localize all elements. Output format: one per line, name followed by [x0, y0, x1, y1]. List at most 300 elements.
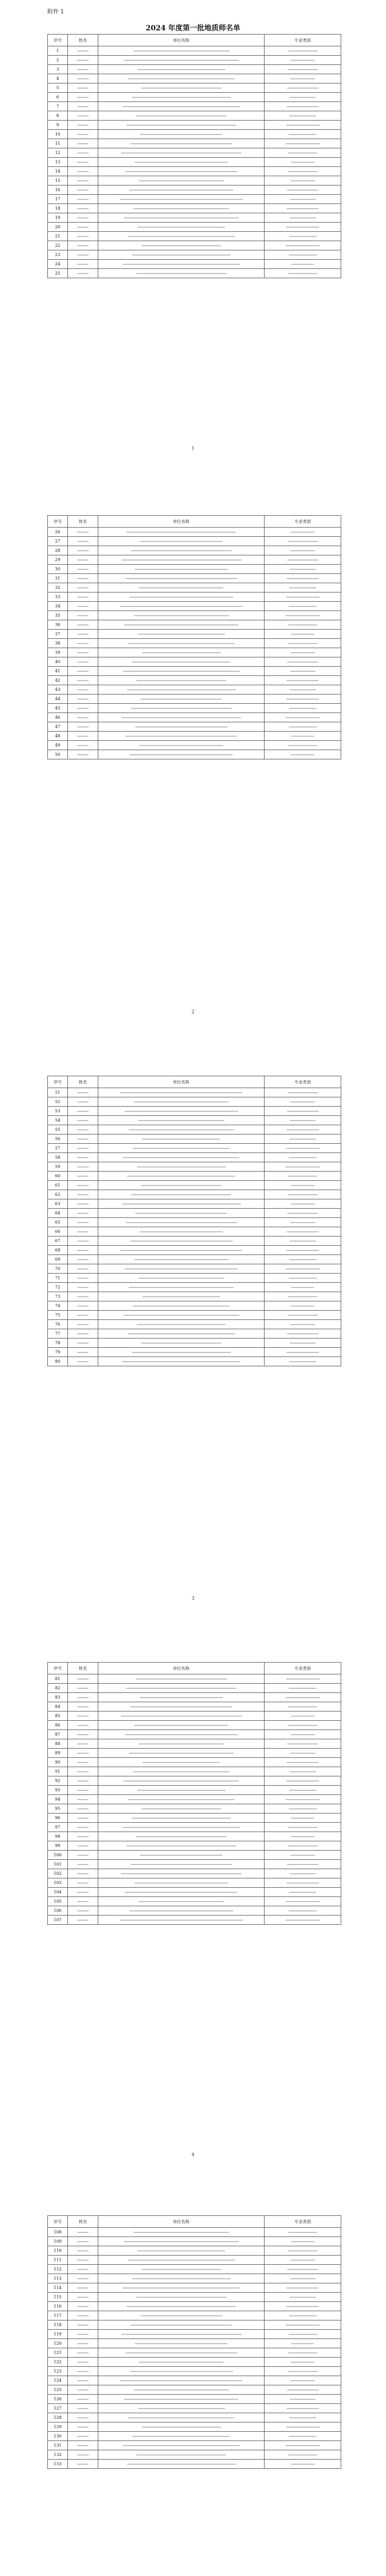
table-row [48, 620, 341, 630]
seq-cell: 29 [48, 555, 68, 565]
specialty-cell [265, 2274, 341, 2283]
specialty-cell [265, 1088, 341, 1097]
illegible-text-placeholder [128, 2260, 235, 2261]
illegible-text-placeholder [291, 754, 314, 755]
specialty-cell [265, 676, 341, 685]
illegible-text-placeholder [137, 1790, 225, 1791]
illegible-text-placeholder [77, 217, 89, 218]
illegible-text-placeholder [77, 754, 89, 755]
illegible-text-placeholder [125, 171, 237, 172]
name-cell [68, 1218, 98, 1227]
unit-cell [98, 148, 265, 158]
illegible-text-placeholder [290, 1222, 315, 1223]
specialty-cell [265, 574, 341, 583]
illegible-text-placeholder [77, 2362, 89, 2363]
illegible-text-placeholder [291, 180, 315, 181]
name-cell [68, 1878, 98, 1888]
seq-cell: 80 [48, 1357, 68, 1366]
unit-cell [98, 102, 265, 111]
illegible-text-placeholder [134, 615, 229, 616]
illegible-text-placeholder [126, 2352, 237, 2353]
seq-cell: 132 [48, 2450, 68, 2460]
illegible-text-placeholder [291, 1204, 315, 1205]
seq-cell: 128 [48, 2413, 68, 2422]
name-cell [68, 741, 98, 750]
specialty-cell [265, 2432, 341, 2441]
unit-cell [98, 2320, 265, 2330]
table-row [48, 204, 341, 213]
specialty-cell [265, 1116, 341, 1125]
unit-cell [98, 1693, 265, 1702]
illegible-text-placeholder [291, 1185, 314, 1186]
illegible-text-placeholder [77, 2297, 89, 2298]
seq-cell: 118 [48, 2320, 68, 2330]
illegible-text-placeholder [291, 1836, 314, 1837]
illegible-text-placeholder [120, 2380, 242, 2381]
name-cell [68, 2311, 98, 2320]
specialty-cell [265, 167, 341, 176]
seq-cell: 5 [48, 83, 68, 93]
unit-cell [98, 2404, 265, 2413]
illegible-text-placeholder [286, 1697, 320, 1698]
seq-cell: 83 [48, 1693, 68, 1702]
specialty-cell [265, 2293, 341, 2302]
unit-cell [98, 713, 265, 722]
name-cell [68, 1860, 98, 1869]
illegible-text-placeholder [131, 708, 232, 709]
name-cell [68, 2441, 98, 2450]
name-cell [68, 2339, 98, 2348]
illegible-text-placeholder [288, 1194, 318, 1195]
illegible-text-placeholder [136, 115, 226, 116]
seq-cell: 58 [48, 1153, 68, 1162]
illegible-text-placeholder [77, 2399, 89, 2400]
specialty-cell [265, 1172, 341, 1181]
table-row [48, 611, 341, 620]
table-row [48, 269, 341, 278]
specialty-cell [265, 93, 341, 102]
table-row [48, 1311, 341, 1320]
seq-cell: 107 [48, 1916, 68, 1925]
unit-cell [98, 1209, 265, 1218]
specialty-cell [265, 1767, 341, 1776]
specialty-cell [265, 2460, 341, 2469]
illegible-text-placeholder [77, 1762, 89, 1763]
seq-cell: 76 [48, 1320, 68, 1329]
illegible-text-placeholder [77, 597, 89, 598]
illegible-text-placeholder [77, 2334, 89, 2335]
header-name: 姓名 [68, 516, 98, 528]
illegible-text-placeholder [287, 1213, 318, 1214]
illegible-text-placeholder [77, 1333, 89, 1334]
illegible-text-placeholder [289, 1892, 316, 1893]
illegible-text-placeholder [77, 1910, 89, 1911]
illegible-text-placeholder [122, 1204, 241, 1205]
table-row [48, 1292, 341, 1301]
unit-cell [98, 56, 265, 65]
illegible-text-placeholder [77, 2464, 89, 2465]
table-row [48, 1107, 341, 1116]
seq-cell: 108 [48, 2228, 68, 2237]
illegible-text-placeholder [289, 1790, 317, 1791]
unit-cell [98, 223, 265, 232]
illegible-text-placeholder [140, 1697, 223, 1698]
illegible-text-placeholder [122, 1361, 240, 1362]
specialty-cell [265, 657, 341, 667]
name-cell [68, 1181, 98, 1190]
seq-cell: 34 [48, 602, 68, 611]
specialty-cell [265, 65, 341, 74]
name-cell [68, 1684, 98, 1693]
illegible-text-placeholder [121, 560, 241, 561]
illegible-text-placeholder [133, 1771, 230, 1772]
name-cell [68, 2358, 98, 2367]
illegible-text-placeholder [138, 2408, 225, 2409]
table-row [48, 2330, 341, 2339]
illegible-text-placeholder [286, 143, 320, 144]
specialty-cell [265, 1702, 341, 1711]
table-row [48, 2376, 341, 2385]
seq-cell: 104 [48, 1888, 68, 1897]
illegible-text-placeholder [141, 1185, 222, 1186]
illegible-text-placeholder [288, 2352, 318, 2353]
illegible-text-placeholder [288, 1725, 318, 1726]
illegible-text-placeholder [287, 1762, 319, 1763]
illegible-text-placeholder [291, 264, 314, 265]
unit-cell [98, 111, 265, 121]
unit-cell [98, 611, 265, 620]
specialty-cell [265, 223, 341, 232]
illegible-text-placeholder [291, 2362, 314, 2363]
table-row [48, 583, 341, 592]
table-row [48, 1236, 341, 1246]
table-row [48, 46, 341, 56]
illegible-text-placeholder [291, 2241, 314, 2242]
seq-cell: 98 [48, 1832, 68, 1841]
illegible-text-placeholder [77, 180, 89, 181]
specialty-cell [265, 630, 341, 639]
table-row [48, 630, 341, 639]
header-specialty: 专业类别 [265, 35, 341, 46]
illegible-text-placeholder [136, 2454, 226, 2455]
table-row [48, 713, 341, 722]
seq-cell: 102 [48, 1869, 68, 1878]
specialty-cell [265, 1786, 341, 1795]
table-row [48, 2367, 341, 2376]
seq-cell: 30 [48, 565, 68, 574]
table-row [48, 1897, 341, 1906]
name-cell [68, 1897, 98, 1906]
illegible-text-placeholder [289, 606, 317, 607]
table-row [48, 1851, 341, 1860]
name-cell [68, 2376, 98, 2385]
seq-cell: 93 [48, 1786, 68, 1795]
illegible-text-placeholder [289, 2315, 317, 2316]
illegible-text-placeholder [139, 745, 223, 746]
illegible-text-placeholder [122, 264, 240, 265]
illegible-text-placeholder [131, 550, 232, 551]
table-row [48, 1841, 341, 1851]
specialty-cell [265, 1144, 341, 1153]
unit-cell [98, 2358, 265, 2367]
table-row [48, 1246, 341, 1255]
unit-cell [98, 704, 265, 713]
seq-cell: 63 [48, 1199, 68, 1209]
illegible-text-placeholder [288, 745, 318, 746]
table-row [48, 93, 341, 102]
name-cell [68, 1153, 98, 1162]
seq-cell: 32 [48, 583, 68, 592]
illegible-text-placeholder [77, 1883, 89, 1884]
illegible-text-placeholder [77, 2371, 89, 2372]
name-cell [68, 148, 98, 158]
illegible-text-placeholder [77, 1241, 89, 1242]
seq-cell: 89 [48, 1749, 68, 1758]
name-cell [68, 620, 98, 630]
illegible-text-placeholder [77, 2389, 89, 2391]
seq-cell: 87 [48, 1730, 68, 1739]
specialty-cell [265, 121, 341, 130]
unit-cell [98, 555, 265, 565]
roster-table [47, 515, 341, 759]
seq-cell: 43 [48, 685, 68, 694]
illegible-text-placeholder [77, 1827, 89, 1828]
name-cell [68, 1116, 98, 1125]
name-cell [68, 1246, 98, 1255]
table-row [48, 111, 341, 121]
illegible-text-placeholder [137, 1324, 225, 1325]
specialty-cell [265, 1181, 341, 1190]
seq-cell: 17 [48, 195, 68, 204]
table-row [48, 1721, 341, 1730]
specialty-cell [265, 732, 341, 741]
specialty-cell [265, 158, 341, 167]
table-row [48, 1181, 341, 1190]
seq-cell: 1 [48, 46, 68, 56]
illegible-text-placeholder [291, 1734, 315, 1735]
illegible-text-placeholder [290, 2278, 315, 2279]
illegible-text-placeholder [289, 726, 317, 727]
illegible-text-placeholder [77, 50, 89, 52]
illegible-text-placeholder [77, 1716, 89, 1717]
name-cell [68, 1301, 98, 1311]
unit-cell [98, 648, 265, 657]
name-cell [68, 232, 98, 241]
specialty-cell [265, 2385, 341, 2395]
name-cell [68, 2450, 98, 2460]
table-row [48, 241, 341, 250]
illegible-text-placeholder [77, 1845, 89, 1846]
illegible-text-placeholder [130, 2371, 233, 2372]
table-row [48, 1749, 341, 1758]
unit-cell [98, 583, 265, 592]
specialty-cell [265, 1348, 341, 1357]
illegible-text-placeholder [288, 152, 317, 154]
illegible-text-placeholder [287, 2269, 318, 2270]
illegible-text-placeholder [77, 2250, 89, 2251]
specialty-cell [265, 1199, 341, 1209]
illegible-text-placeholder [137, 69, 225, 70]
table-row [48, 2320, 341, 2330]
seq-cell: 27 [48, 537, 68, 546]
illegible-text-placeholder [135, 2343, 227, 2344]
illegible-text-placeholder [133, 1306, 230, 1307]
table-row [48, 1199, 341, 1209]
name-cell [68, 185, 98, 195]
illegible-text-placeholder [138, 1743, 224, 1744]
illegible-text-placeholder [77, 1231, 89, 1232]
unit-cell [98, 1851, 265, 1860]
document-title: 2024 年度第一批地质师名单 [146, 24, 240, 32]
name-cell [68, 1739, 98, 1749]
illegible-text-placeholder [290, 671, 315, 672]
table-row [48, 676, 341, 685]
illegible-text-placeholder [77, 1194, 89, 1195]
illegible-text-placeholder [287, 1883, 319, 1884]
table-header-row [48, 2216, 341, 2228]
illegible-text-placeholder [77, 652, 89, 653]
name-cell [68, 1162, 98, 1172]
name-cell [68, 1227, 98, 1236]
seq-cell: 46 [48, 713, 68, 722]
specialty-cell [265, 1107, 341, 1116]
illegible-text-placeholder [77, 2260, 89, 2261]
specialty-cell [265, 2339, 341, 2348]
illegible-text-placeholder [290, 1855, 315, 1856]
unit-cell [98, 676, 265, 685]
illegible-text-placeholder [142, 2427, 221, 2428]
illegible-text-placeholder [138, 1120, 224, 1121]
illegible-text-placeholder [290, 550, 315, 551]
name-cell [68, 167, 98, 176]
name-cell [68, 583, 98, 592]
seq-cell: 73 [48, 1292, 68, 1301]
illegible-text-placeholder [139, 180, 224, 181]
seq-cell: 12 [48, 148, 68, 158]
seq-cell: 114 [48, 2283, 68, 2293]
table-row [48, 2348, 341, 2358]
name-cell [68, 1357, 98, 1366]
name-cell [68, 2320, 98, 2330]
seq-cell: 16 [48, 185, 68, 195]
unit-cell [98, 2330, 265, 2339]
name-cell [68, 1869, 98, 1878]
name-cell [68, 1776, 98, 1786]
name-cell [68, 1823, 98, 1832]
seq-cell: 120 [48, 2339, 68, 2348]
illegible-text-placeholder [127, 689, 236, 690]
name-cell [68, 1107, 98, 1116]
seq-cell: 78 [48, 1338, 68, 1348]
seq-cell: 44 [48, 694, 68, 704]
seq-cell: 99 [48, 1841, 68, 1851]
illegible-text-placeholder [136, 273, 226, 274]
specialty-cell [265, 592, 341, 602]
table-row [48, 250, 341, 260]
specialty-cell [265, 555, 341, 565]
seq-cell: 119 [48, 2330, 68, 2339]
unit-cell [98, 732, 265, 741]
specialty-cell [265, 2348, 341, 2358]
illegible-text-placeholder [121, 1873, 241, 1874]
table-row [48, 74, 341, 83]
illegible-text-placeholder [126, 578, 237, 579]
illegible-text-placeholder [288, 2232, 317, 2233]
name-cell [68, 2293, 98, 2302]
specialty-cell [265, 620, 341, 630]
illegible-text-placeholder [77, 2427, 89, 2428]
illegible-text-placeholder [290, 689, 316, 690]
table-row [48, 2237, 341, 2246]
illegible-text-placeholder [290, 1873, 315, 1874]
seq-cell: 101 [48, 1860, 68, 1869]
specialty-cell [265, 111, 341, 121]
seq-cell: 96 [48, 1814, 68, 1823]
name-cell [68, 602, 98, 611]
illegible-text-placeholder [127, 1845, 236, 1846]
unit-cell [98, 1684, 265, 1693]
name-cell [68, 56, 98, 65]
table-header-row [48, 516, 341, 528]
name-cell [68, 74, 98, 83]
header-seq: 序号 [48, 1663, 68, 1674]
illegible-text-placeholder [289, 1688, 317, 1689]
table-row [48, 1125, 341, 1134]
specialty-cell [265, 1246, 341, 1255]
illegible-text-placeholder [77, 532, 89, 533]
table-row [48, 750, 341, 759]
name-cell [68, 1097, 98, 1107]
table-row [48, 1674, 341, 1684]
seq-cell: 41 [48, 667, 68, 676]
name-cell [68, 2256, 98, 2265]
unit-cell [98, 602, 265, 611]
name-cell [68, 1721, 98, 1730]
table-row [48, 2432, 341, 2441]
specialty-cell [265, 2413, 341, 2422]
name-cell [68, 269, 98, 278]
unit-cell [98, 1888, 265, 1897]
illegible-text-placeholder [288, 69, 318, 70]
illegible-text-placeholder [120, 199, 243, 200]
name-cell [68, 2413, 98, 2422]
name-cell [68, 704, 98, 713]
specialty-cell [265, 2302, 341, 2311]
illegible-text-placeholder [288, 50, 318, 52]
header-name: 姓名 [68, 1076, 98, 1088]
illegible-text-placeholder [77, 2269, 89, 2270]
illegible-text-placeholder [127, 532, 236, 533]
illegible-text-placeholder [77, 560, 89, 561]
header-seq: 序号 [48, 1076, 68, 1088]
illegible-text-placeholder [291, 1818, 314, 1819]
illegible-text-placeholder [77, 171, 89, 172]
illegible-text-placeholder [286, 1250, 319, 1251]
seq-cell: 18 [48, 204, 68, 213]
unit-cell [98, 1199, 265, 1209]
illegible-text-placeholder [288, 1845, 318, 1846]
illegible-text-placeholder [136, 1679, 227, 1680]
unit-cell [98, 1711, 265, 1721]
illegible-text-placeholder [290, 1241, 316, 1242]
table-row [48, 722, 341, 732]
table-row [48, 1153, 341, 1162]
illegible-text-placeholder [77, 745, 89, 746]
seq-cell: 2 [48, 56, 68, 65]
specialty-cell [265, 83, 341, 93]
name-cell [68, 139, 98, 148]
illegible-text-placeholder [286, 125, 320, 126]
